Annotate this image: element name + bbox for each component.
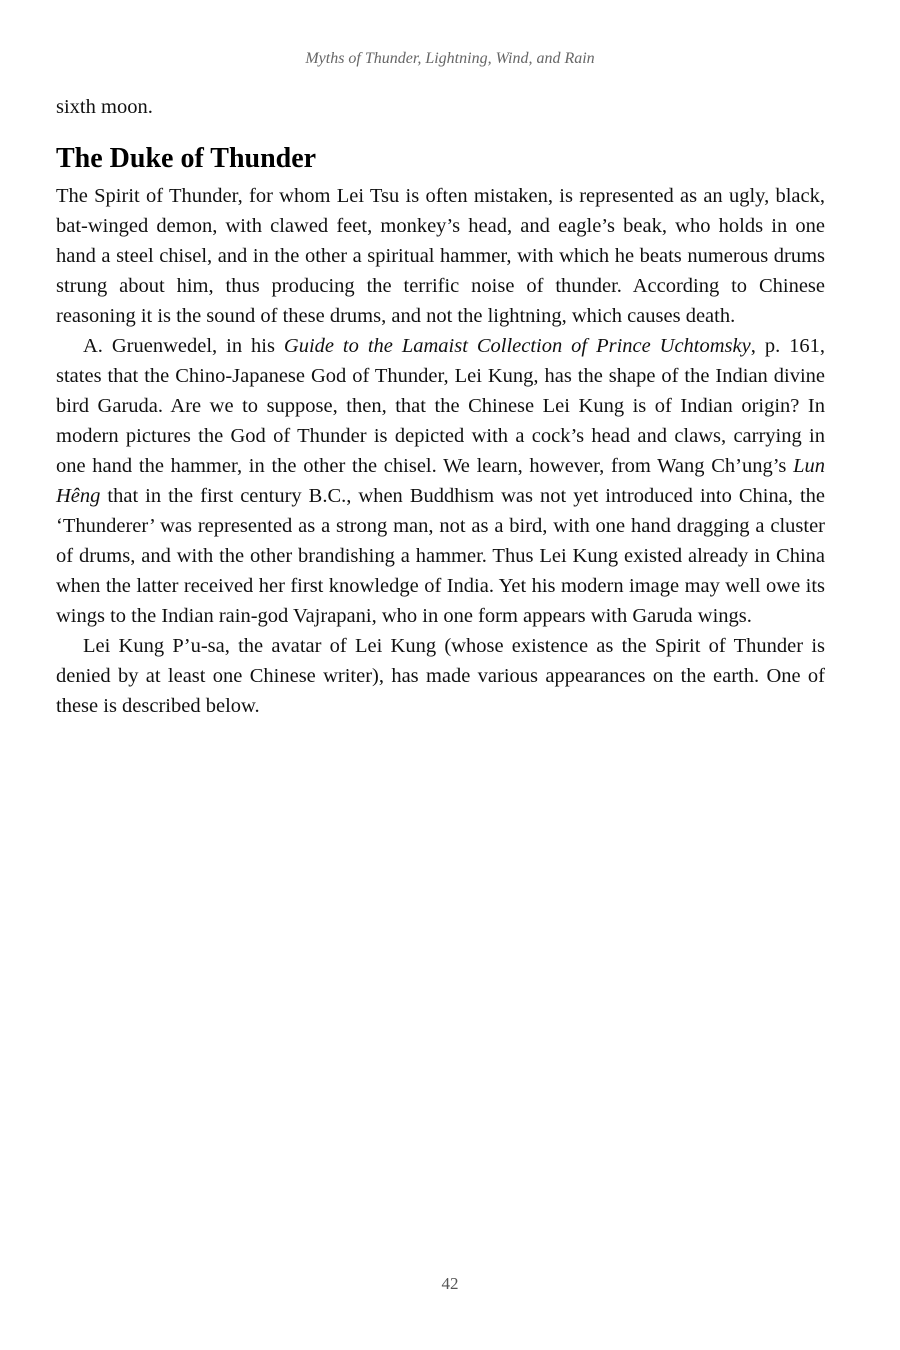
running-header: Myths of Thunder, Lightning, Wind, and Rain: [305, 50, 595, 67]
paragraph-2-text-a: A. Gruenwedel, in his: [83, 335, 284, 357]
lun-heng-italic: Lun Hêng: [56, 455, 825, 507]
paragraph-3: Lei Kung P’u-sa, the avatar of Lei Kung (whose existence as the Spirit of Thunder is denied by at least one Chinese writer), has made various appearances on the earth. One of these is described below.: [56, 635, 825, 717]
paragraph-2-text-c: , p. 161, states that the Chino-Japanese God of Thunder, Lei Kung, has the shape of the Indian divine bird Garuda. Are we to suppose, then, that the Chinese Lei Kung is of Indian origin? In modern pictures the God of Thunder is depicted with a cock’s head and claws, carrying in one hand the hammer, in the other the chisel. We learn, however, from Wang Ch’ung’s: [56, 335, 826, 477]
section-heading: The Duke of Thunder: [56, 143, 317, 174]
paragraph-2-text-e: that in the first century B.C., when Buddhism was not yet introduced into China, the ‘Thunderer’ was represented as a strong man, not as a bird, with one hand dragging a cluster of drums, and with the other brandishing a hammer. Thus Lei Kung existed already in China when the latter received her first knowledge of India. Yet his modern image may well owe its wings to the Indian rain-god Vajrapani, who in one form appears with Garuda wings.: [56, 485, 825, 627]
page-body: [56, 92, 825, 721]
book-title-italic: Guide to the Lamaist Collection of Prince Uchtomsky: [283, 335, 751, 357]
continuation-text: sixth moon.: [56, 96, 153, 118]
page-number: 42: [441, 1274, 459, 1293]
paragraph-2: [56, 331, 825, 631]
paragraph-1: The Spirit of Thunder, for whom Lei Tsu is often mistaken, is represented as an ugly, black, bat-winged demon, with clawed feet, monkey’s head, and eagle’s beak, who holds in one hand a steel chisel, and in the other a spiritual hammer, with which he beats numerous drums strung about him, thus producing the terrific noise of thunder. According to Chinese reasoning it is the sound of these drums, and not the lightning, which causes death.: [56, 185, 825, 327]
